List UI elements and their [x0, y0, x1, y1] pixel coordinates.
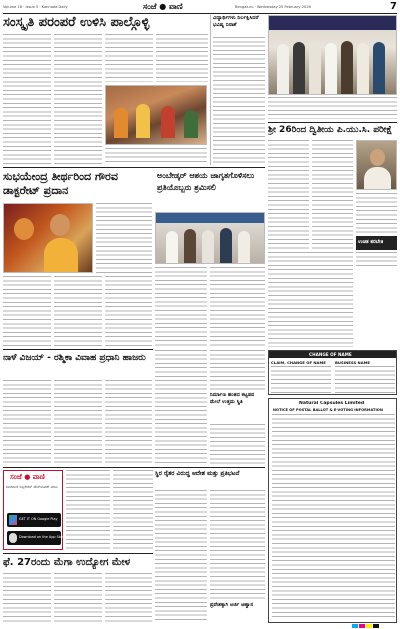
notice-body [272, 414, 395, 619]
article-top-middle [213, 15, 265, 165]
feature-center-headline-box [155, 168, 265, 210]
body-text [3, 276, 51, 346]
headline-top-right: ಶ್ರೀ 26ರಿಂದ ದ್ವಿತೀಯ ಪಿ.ಯು.ಸಿ. ಪರೀಕ್ಷೆ [268, 125, 393, 135]
body-text [210, 424, 265, 465]
headline-feature-left: ಸುಭಯೇಂದ್ರ ತೀರ್ಥರಿಂದ ಗೌರವ ಡಾಕ್ಟರೇಟ್ ಪ್ರದಾನ [3, 170, 118, 197]
right-small-header [356, 236, 397, 250]
photo-ambedkar-event [155, 212, 265, 264]
body-text [54, 276, 102, 346]
body-text [213, 37, 265, 163]
body-text [3, 573, 51, 623]
masthead [3, 2, 397, 13]
headline-bottom-center2: ಸ್ಥಿರ ರೈತರ ವಿರುದ್ಧ ಆದೇಶ ಮತ್ತು ಪ್ರತಿಭಟನೆ [155, 470, 240, 477]
page-number: 7 [390, 1, 397, 12]
body-text [210, 350, 265, 390]
headline-feature-center: ಅಂಬೇಡ್ಕರ್ ಆಶಯ ಜಾಗೃತಗೊಳಿಸಲು ಪ್ರತಿಯೊಬ್ಬರು ಶ್ರಮಿಸಲಿ [157, 171, 255, 192]
classifieds-header: CHANGE OF NAME [309, 352, 352, 357]
headline-bottom-left: ಫೆ. 27ರಂದು ಮೆಗಾ ಉದ್ಯೋಗ ಮೇಳ [3, 557, 131, 568]
app-store-label: Download on the App Store [19, 535, 66, 539]
classified-item-2: BUSINESS NAME [335, 360, 371, 365]
body-text [113, 470, 153, 550]
body-text [268, 140, 309, 250]
notice-title: NOTICE OF POSTAL BALLOT & E-VOTING INFORMATION [273, 408, 383, 412]
body-text [356, 193, 397, 233]
app-ad [3, 470, 66, 550]
notice-company: Natural Capsules Limited [299, 401, 365, 406]
headline-marriage: ನಾಳೆ ವಿಜಯ್ - ರಶ್ಮಿಕಾ ವಿವಾಹ ಪ್ರಧಾನಿ ಹಾಜರು [3, 353, 146, 363]
headline-right-small: ಉಚಿತ ತರಬೇತಿ [358, 239, 384, 245]
body-text [54, 573, 102, 623]
body-text [156, 34, 208, 82]
body-text [268, 252, 353, 347]
article-top-left [3, 15, 208, 165]
body-text [155, 350, 207, 465]
body-text [105, 573, 152, 623]
headline-bottom-center: ನಿರ್ಮಾಣ ಹಂತದ ಕಟ್ಟಡದ ಮೇಲೆ ಉತ್ತಮ ಸ್ಥಿತಿ [210, 392, 255, 405]
classified-item-1: CLAIM, CHANGE OF NAME [271, 360, 326, 365]
classifieds-box [268, 350, 397, 395]
body-text [105, 380, 152, 465]
photo-caption [105, 148, 207, 164]
headline-top-middle: ವಿದ್ಯಾರ್ಥಿಗಳು ನಿರ್ಲಕ್ಷಿಸಿದರೆ ಭವಿಷ್ಯ ನಿರಾಶೆ [213, 15, 259, 28]
photo-ceremony [105, 85, 207, 145]
headline-bottom-right-small: ಪ್ರವೇಶಕ್ಕಾಗಿ ಅರ್ಜಿ ಆಹ್ವಾನ [210, 602, 254, 608]
body-text [105, 34, 153, 82]
ad-tagline: ಸಂಜೆವಾಣಿ ಅಪ್ಲಿಕೇಶನ್ ಡೌನ್‌ಲೋಡ್ ಮಾಡಿ [6, 485, 58, 489]
ad-brand: ಸಂಜೆ ● ವಾಣಿ [10, 473, 45, 481]
app-store-button[interactable] [7, 531, 66, 545]
masthead-rule [3, 13, 397, 14]
masthead-brand: ಸಂಜೆ ● ವಾಣಿ [143, 2, 183, 11]
body-text [210, 267, 265, 347]
google-play-button[interactable] [7, 513, 61, 527]
photo-caption [268, 97, 397, 119]
body-text [356, 252, 397, 268]
color-registration-bar [352, 624, 397, 628]
masthead-left-info: Volume 18 · Issue 5 · Kannada Daily [3, 5, 68, 9]
masthead-right-info: Bengaluru · Wednesday 25 February 2026 [235, 5, 311, 9]
body-text [54, 380, 102, 465]
body-text [54, 34, 102, 164]
body-text [312, 140, 353, 250]
google-play-label: GET IT ON Google Play [19, 517, 58, 521]
photo-group-stage [268, 15, 397, 95]
body-text [96, 203, 152, 273]
body-text [66, 470, 110, 550]
headline-top-left: ಸಂಸ್ಕೃತಿ ಪರಂಪರೆ ಉಳಿಸಿ ಪಾಲ್ಗೊಳ್ಳಿ [3, 15, 150, 30]
google-play-icon [9, 515, 17, 525]
body-text [3, 380, 51, 465]
body-text [210, 490, 265, 600]
body-text [105, 276, 152, 346]
photo-portrait [356, 140, 397, 190]
body-text [155, 267, 207, 347]
postal-ballot-notice [268, 398, 397, 623]
apple-icon [9, 533, 17, 543]
body-text [3, 34, 51, 164]
body-text [155, 490, 207, 623]
photo-doctorate [3, 203, 93, 273]
bottom-center-box [210, 392, 265, 422]
bottom-right-small [210, 602, 265, 622]
